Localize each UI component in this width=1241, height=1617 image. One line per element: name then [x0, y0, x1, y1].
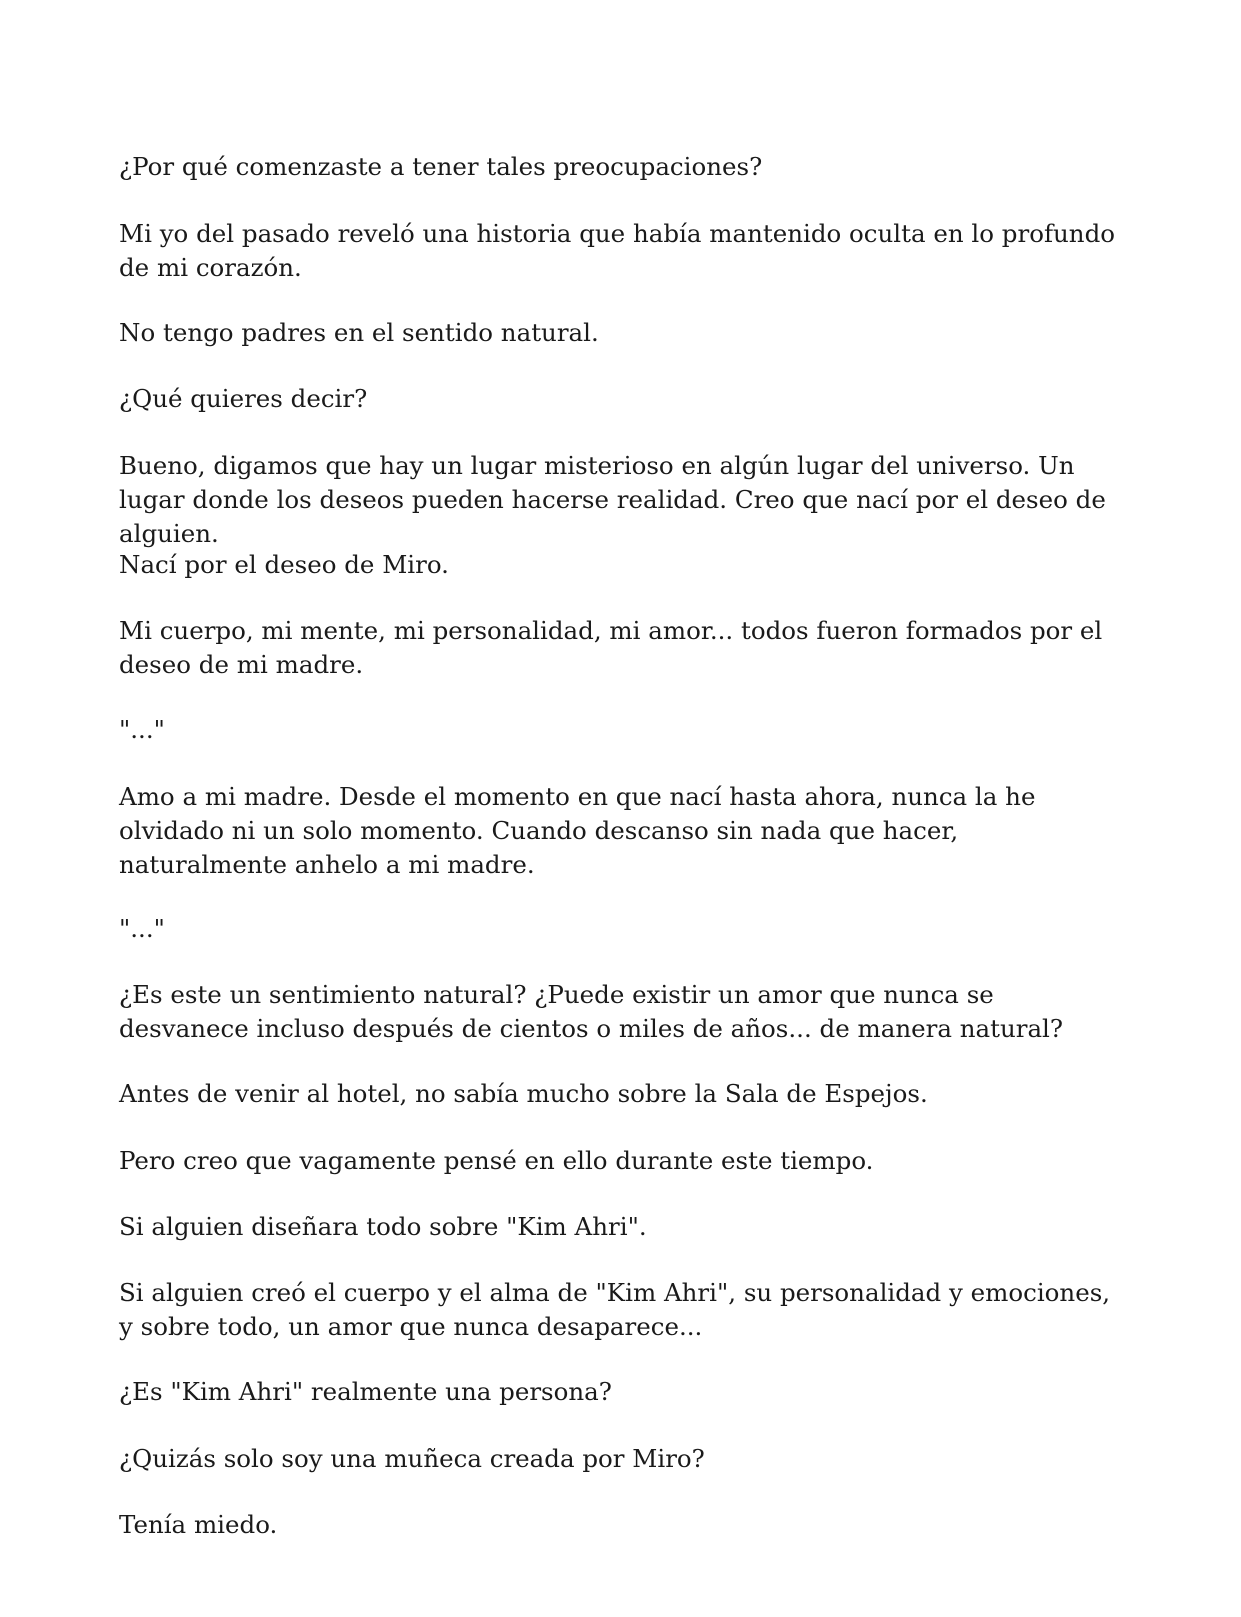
- paragraph: Pero creo que vagamente pensé en ello durante este tiempo.: [119, 1146, 874, 1175]
- paragraph: ¿Es "Kim Ahri" realmente una persona?: [119, 1377, 612, 1406]
- paragraph: Mi yo del pasado reveló una historia que había mantenido oculta en lo profundo de mi corazón.: [119, 219, 1116, 282]
- paragraph: ¿Quizás solo soy una muñeca creada por Miro?: [119, 1444, 705, 1473]
- paragraph: "...": [119, 914, 165, 943]
- paragraph: ¿Qué quieres decir?: [119, 384, 368, 413]
- paragraph: Amo a mi madre. Desde el momento en que nací hasta ahora, nunca la he olvidado ni un solo momento. Cuando descanso sin nada que hacer, naturalmente anhelo a mi madre.: [119, 782, 1036, 879]
- paragraph: ¿Por qué comenzaste a tener tales preocupaciones?: [119, 152, 763, 181]
- paragraph: Nací por el deseo de Miro.: [119, 550, 449, 579]
- paragraph: Si alguien diseñara todo sobre "Kim Ahri".: [119, 1212, 647, 1241]
- paragraph: Tenía miedo.: [119, 1510, 278, 1539]
- paragraph: Mi cuerpo, mi mente, mi personalidad, mi amor... todos fueron formados por el deseo de mi madre.: [119, 616, 1103, 679]
- paragraph: No tengo padres en el sentido natural.: [119, 318, 599, 347]
- paragraph: Antes de venir al hotel, no sabía mucho sobre la Sala de Espejos.: [119, 1079, 928, 1108]
- paragraph: "...": [119, 715, 165, 744]
- paragraph: ¿Es este un sentimiento natural? ¿Puede existir un amor que nunca se desvanece incluso después de cientos o miles de años... de manera natural?: [119, 980, 1064, 1043]
- paragraph: Si alguien creó el cuerpo y el alma de "Kim Ahri", su personalidad y emociones, y sobre todo, un amor que nunca desaparece...: [119, 1278, 1111, 1341]
- paragraph: Bueno, digamos que hay un lugar misterioso en algún lugar del universo. Un lugar donde los deseos pueden hacerse realidad. Creo que nací por el deseo de alguien.: [119, 451, 1106, 548]
